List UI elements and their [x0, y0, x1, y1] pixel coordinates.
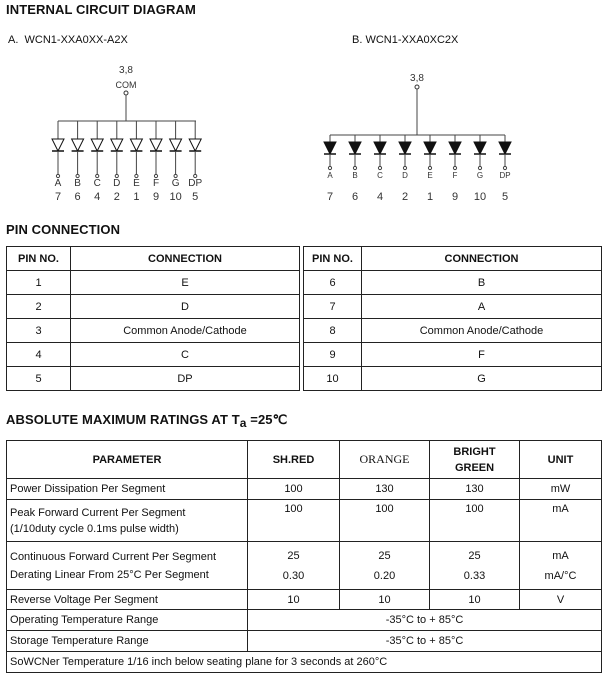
- segment-letter: F: [452, 171, 458, 180]
- shred-header: SH.RED: [248, 441, 340, 479]
- diode-icon: [499, 142, 511, 154]
- table-row: [7, 343, 602, 367]
- segment-letter: E: [427, 171, 433, 180]
- ratings-title-temp: =25℃: [246, 412, 288, 427]
- unit: [520, 542, 602, 590]
- circuit-b-com-pin: 3,8: [410, 73, 424, 84]
- segment-pin: 7: [326, 191, 334, 203]
- value: 10: [340, 590, 430, 610]
- segment-pin: 4: [376, 191, 384, 203]
- circuit-a-com-terminal: [124, 91, 128, 95]
- segment-pin: 2: [401, 191, 409, 203]
- circuit-b-part: WCN1-XXA0XC2X: [365, 34, 459, 46]
- unit-a: mA: [552, 549, 569, 562]
- table-row: [7, 319, 602, 343]
- pin-terminal: [478, 166, 481, 169]
- segment-pin: 5: [192, 191, 199, 203]
- pin-terminal: [328, 166, 331, 169]
- circuit-diagram: [0, 55, 610, 215]
- value-a: 25: [287, 549, 300, 562]
- pin-terminal: [428, 166, 431, 169]
- connection-header-2: CONNECTION: [362, 247, 602, 271]
- segment-pin: 6: [74, 191, 81, 203]
- connection: B: [362, 271, 602, 295]
- table-row: [7, 631, 602, 652]
- pin-no: 7: [304, 295, 362, 319]
- segment-pin: 9: [451, 191, 459, 203]
- value: 10: [248, 590, 340, 610]
- circuit-b-diagram: [324, 73, 511, 203]
- circuit-a-part: WCN1-XXA0XX-A2X: [24, 34, 128, 46]
- circuit-b-caption: [352, 34, 458, 46]
- diode-icon: [474, 142, 486, 154]
- segment-pin: 9: [152, 191, 160, 203]
- pin-terminal: [353, 166, 356, 169]
- circuit-a-com-label: COM: [115, 80, 137, 90]
- segment-letter: F: [152, 178, 160, 189]
- value: 130: [340, 479, 430, 500]
- pin-terminal: [453, 166, 456, 169]
- orange-header: ORANGE: [340, 441, 430, 479]
- pin-terminal: [378, 166, 381, 169]
- pin-no: 2: [7, 295, 71, 319]
- value-b: 0.20: [373, 569, 396, 582]
- value-a: 25: [378, 549, 391, 562]
- ratings-title-subscript: a: [239, 416, 247, 430]
- table-row: [7, 610, 602, 631]
- pin-header-row: [7, 247, 602, 271]
- pin-no: 4: [7, 343, 71, 367]
- segment-letter: A: [54, 178, 62, 189]
- table-row: [7, 479, 602, 500]
- value: 10: [430, 590, 520, 610]
- unit-header: UNIT: [520, 441, 602, 479]
- segment-letter: C: [93, 178, 101, 189]
- pin-no: 9: [304, 343, 362, 367]
- segment-letter: D: [113, 178, 121, 189]
- segment-letter: DP: [499, 171, 511, 180]
- circuit-title: INTERNAL CIRCUIT DIAGRAM: [6, 2, 196, 17]
- param: Reverse Voltage Per Segment: [7, 590, 248, 610]
- unit: mW: [520, 479, 602, 500]
- value: 130: [430, 479, 520, 500]
- green-header-line2: GREEN: [454, 461, 495, 474]
- diode-icon: [170, 139, 182, 151]
- pin-no: 1: [7, 271, 71, 295]
- green-header: [430, 441, 520, 479]
- param: SoWCNer Temperature 1/16 inch below seating plane for 3 seconds at 260°C: [7, 652, 602, 673]
- pin-no-header-2: PIN NO.: [304, 247, 362, 271]
- unit: V: [520, 590, 602, 610]
- connection: DP: [71, 367, 300, 391]
- diode-icon: [111, 139, 123, 151]
- value: -35°C to + 85°C: [248, 610, 602, 631]
- pins-title: PIN CONNECTION: [6, 222, 121, 237]
- segment-letter: DP: [188, 178, 203, 189]
- value: 100: [248, 500, 340, 542]
- circuit-a-caption: [8, 34, 128, 46]
- value: -35°C to + 85°C: [248, 631, 602, 652]
- pin-no: 3: [7, 319, 71, 343]
- diode-icon: [324, 142, 336, 154]
- segment-letter: G: [476, 171, 484, 180]
- param: [7, 542, 248, 590]
- connection: G: [362, 367, 602, 391]
- segment-pin: 4: [94, 191, 101, 203]
- segment-pin: 1: [133, 191, 140, 203]
- table-row: [7, 295, 602, 319]
- ratings-table: [6, 440, 602, 673]
- param-header: PARAMETER: [7, 441, 248, 479]
- param-line2: Derating Linear From 25°C Per Segment: [10, 568, 209, 581]
- param: [7, 500, 248, 542]
- circuit-a-label: A.: [8, 34, 19, 46]
- segment-letter: G: [171, 178, 180, 189]
- segment-letter: C: [377, 171, 383, 180]
- circuit-b-label: B.: [352, 34, 363, 46]
- pin-terminal: [403, 166, 406, 169]
- diode-icon: [449, 142, 461, 154]
- param: Power Dissipation Per Segment: [7, 479, 248, 500]
- diode-icon: [72, 139, 84, 151]
- param-line1: Continuous Forward Current Per Segment: [10, 550, 217, 563]
- pin-no: 5: [7, 367, 71, 391]
- value: 100: [340, 500, 430, 542]
- value: [430, 542, 520, 590]
- diode-icon: [374, 142, 386, 154]
- segment-pin: 7: [54, 191, 62, 203]
- value-b: 0.33: [463, 569, 486, 582]
- diode-icon: [52, 139, 64, 151]
- connection: F: [362, 343, 602, 367]
- connection-header: CONNECTION: [71, 247, 300, 271]
- diode-icon: [399, 142, 411, 154]
- segment-letter: A: [327, 171, 333, 180]
- pin-no-header: PIN NO.: [7, 247, 71, 271]
- circuit-a-com-pin: 3,8: [119, 65, 133, 76]
- connection: Common Anode/Cathode: [71, 319, 300, 343]
- segment-letter: D: [402, 171, 408, 180]
- param: Operating Temperature Range: [7, 610, 248, 631]
- segment-letter: B: [74, 178, 81, 189]
- segment-pin: 1: [426, 191, 434, 203]
- diode-icon: [150, 139, 162, 151]
- segment-letter: E: [133, 178, 140, 189]
- value: 100: [430, 500, 520, 542]
- segment-pin: 5: [501, 191, 509, 203]
- ratings-header-row: [7, 441, 602, 479]
- value: 100: [248, 479, 340, 500]
- diode-icon: [130, 139, 142, 151]
- connection: D: [71, 295, 300, 319]
- connection: C: [71, 343, 300, 367]
- pin-terminal: [503, 166, 506, 169]
- segment-pin: 10: [169, 191, 182, 203]
- unit: mA: [520, 500, 602, 542]
- table-row: [7, 500, 602, 542]
- ratings-title: [6, 412, 287, 430]
- pin-no: 6: [304, 271, 362, 295]
- table-row: [7, 590, 602, 610]
- param: Storage Temperature Range: [7, 631, 248, 652]
- value-b: 0.30: [282, 569, 305, 582]
- value-a: 25: [468, 549, 481, 562]
- pin-no: 8: [304, 319, 362, 343]
- value: [340, 542, 430, 590]
- param-line1: Peak Forward Current Per Segment: [10, 506, 186, 519]
- diode-icon: [189, 139, 201, 151]
- pin-connection-table: [6, 246, 602, 391]
- green-header-line1: BRIGHT: [453, 445, 496, 458]
- table-row: [7, 367, 602, 391]
- diode-icon: [91, 139, 103, 151]
- segment-pin: 10: [473, 191, 487, 203]
- diode-icon: [424, 142, 436, 154]
- connection: Common Anode/Cathode: [362, 319, 602, 343]
- segment-letter: B: [352, 171, 358, 180]
- pin-no: 10: [304, 367, 362, 391]
- connection: A: [362, 295, 602, 319]
- ratings-title-main: ABSOLUTE MAXIMUM RATINGS AT T: [6, 412, 240, 427]
- table-row: [7, 652, 602, 673]
- connection: E: [71, 271, 300, 295]
- table-row: [7, 271, 602, 295]
- circuit-a-diagram: [52, 65, 202, 203]
- segment-pin: 2: [113, 191, 120, 203]
- param-line2: (1/10duty cycle 0.1ms pulse width): [10, 522, 179, 535]
- segment-pin: 6: [351, 191, 359, 203]
- circuit-b-com-terminal: [415, 85, 419, 89]
- unit-b: mA/°C: [544, 569, 577, 582]
- diode-icon: [349, 142, 361, 154]
- table-row: [7, 542, 602, 590]
- value: [248, 542, 340, 590]
